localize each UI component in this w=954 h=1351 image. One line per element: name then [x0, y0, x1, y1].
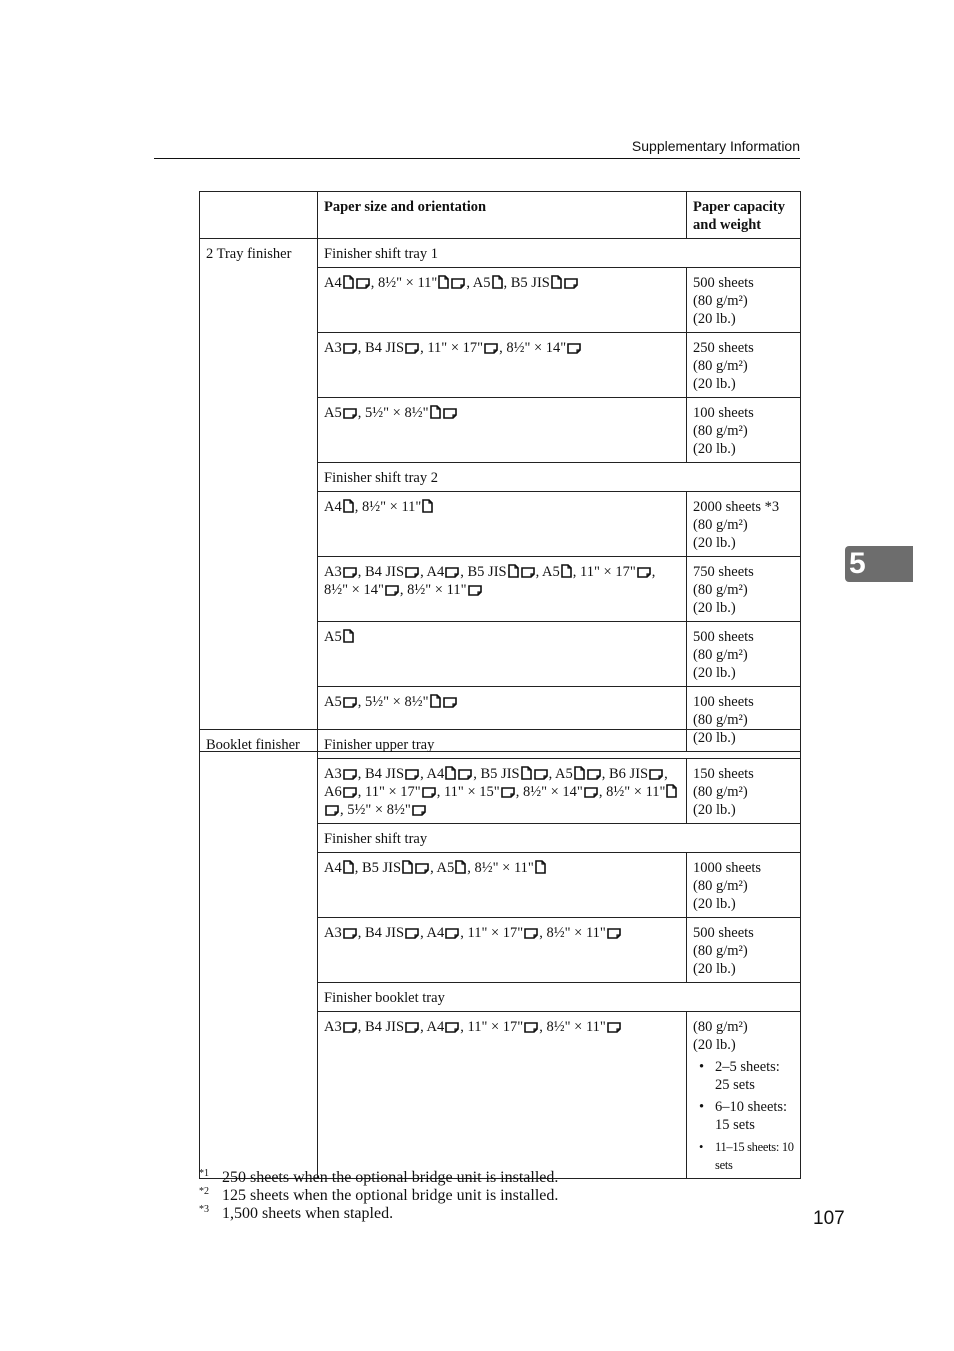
- section-title: Finisher shift tray 2: [318, 463, 801, 492]
- capacity-cell: [687, 1012, 801, 1179]
- header-blank: [200, 192, 318, 239]
- paper-sizes: A5 , 5½" × 8½": [318, 398, 687, 463]
- landscape-orientation-icon: [405, 567, 419, 578]
- portrait-orientation-icon: [343, 499, 354, 513]
- section-title: Finisher shift tray 1: [318, 239, 801, 268]
- weight-imperial: (20 lb.): [693, 376, 736, 392]
- capacity-value: 100 sheets: [693, 405, 754, 421]
- landscape-orientation-icon: [534, 769, 548, 780]
- paper-sizes: A3 , B4 JIS , A4 , 11" × 17" , 8½" × 11": [318, 918, 687, 983]
- portrait-orientation-icon: [430, 694, 441, 708]
- landscape-orientation-icon: [343, 697, 357, 708]
- paper-sizes: A4 , B5 JIS , A5 , 8½" × 11": [318, 853, 687, 918]
- landscape-orientation-icon: [405, 769, 419, 780]
- capacity-cell: [687, 918, 801, 983]
- footnote-text: 125 sheets when the optional bridge unit is installed.: [222, 1187, 559, 1204]
- weight-metric: (80 g/m²): [693, 712, 748, 728]
- portrait-orientation-icon: [455, 860, 466, 874]
- header-paper-size: Paper size and orientation: [318, 192, 687, 239]
- footnote: [199, 1205, 558, 1223]
- weight-imperial: (20 lb.): [693, 961, 736, 977]
- landscape-orientation-icon: [415, 863, 429, 874]
- portrait-orientation-icon: [445, 766, 456, 780]
- paper-sizes: A3 , B4 JIS , A4 , B5 JIS , A5 , 11" × 17" , 8½" × 14" , 8½" × 11": [318, 557, 687, 622]
- capacity-value: 1000 sheets: [693, 860, 762, 876]
- landscape-orientation-icon: [584, 787, 598, 798]
- paper-sizes: A5: [318, 622, 687, 687]
- capacity-value: 100 sheets: [693, 694, 754, 710]
- landscape-orientation-icon: [343, 567, 357, 578]
- landscape-orientation-icon: [445, 928, 459, 939]
- footnote: [199, 1187, 558, 1205]
- landscape-orientation-icon: [445, 1022, 459, 1033]
- portrait-orientation-icon: [343, 629, 354, 643]
- capacity-cell: [687, 557, 801, 622]
- capacity-cell: [687, 492, 801, 557]
- paper-sizes: A5 , 5½" × 8½": [318, 687, 687, 752]
- weight-metric: (80 g/m²): [693, 423, 748, 439]
- weight-imperial: (20 lb.): [693, 441, 736, 457]
- weight-metric: (80 g/m²): [693, 293, 748, 309]
- group-label-booklet: Booklet finisher: [200, 730, 318, 1179]
- portrait-orientation-icon: [521, 766, 532, 780]
- landscape-orientation-icon: [567, 343, 581, 354]
- table-row: [200, 730, 801, 759]
- weight-metric: (80 g/m²): [693, 358, 748, 374]
- landscape-orientation-icon: [325, 805, 339, 816]
- weight-imperial: (20 lb.): [693, 896, 736, 912]
- landscape-orientation-icon: [484, 343, 498, 354]
- weight-imperial: (20 lb.): [693, 535, 736, 551]
- landscape-orientation-icon: [412, 805, 426, 816]
- capacity-cell: [687, 622, 801, 687]
- header-rule: [154, 158, 800, 159]
- landscape-orientation-icon: [649, 769, 663, 780]
- capacity-value: 500 sheets: [693, 275, 754, 291]
- section-title: Finisher upper tray: [318, 730, 801, 759]
- weight-metric: (80 g/m²): [693, 647, 748, 663]
- capacity-value: 500 sheets: [693, 925, 754, 941]
- header-capacity: Paper capacity and weight: [687, 192, 801, 239]
- footnote-text: 1,500 sheets when stapled.: [222, 1205, 394, 1222]
- weight-metric: (80 g/m²): [693, 582, 748, 598]
- footnote-mark: *1: [199, 1168, 209, 1179]
- capacity-value: 500 sheets: [693, 629, 754, 645]
- section-title: Finisher booklet tray: [318, 983, 801, 1012]
- footnote-mark: *2: [199, 1186, 209, 1197]
- paper-sizes: A3 , B4 JIS , A4 , B5 JIS , A5 , B6 JIS , A6 , 11" × 17" , 11" × 15" , 8½" × 14" , 8½" × 11", 5½" × 8½": [318, 759, 687, 824]
- portrait-orientation-icon: [422, 499, 433, 513]
- footnote-mark: *3: [199, 1204, 209, 1215]
- landscape-orientation-icon: [524, 1022, 538, 1033]
- chapter-tab: 5: [845, 546, 913, 582]
- weight-metric: (80 g/m²): [693, 943, 748, 959]
- portrait-orientation-icon: [343, 275, 354, 289]
- landscape-orientation-icon: [524, 928, 538, 939]
- landscape-orientation-icon: [458, 769, 472, 780]
- paper-sizes: A4 , 8½" × 11": [318, 492, 687, 557]
- landscape-orientation-icon: [405, 343, 419, 354]
- footnote: [199, 1169, 558, 1187]
- list-item: • 2–5 sheets: 25 sets: [693, 1058, 794, 1094]
- weight-imperial: (20 lb.): [693, 311, 736, 327]
- finisher-spec-table: [199, 191, 801, 752]
- capacity-value: 250 sheets: [693, 340, 754, 356]
- weight-metric: (80 g/m²): [693, 1019, 748, 1035]
- capacity-cell: [687, 759, 801, 824]
- portrait-orientation-icon: [492, 275, 503, 289]
- set-capacity-list: [693, 1058, 794, 1174]
- landscape-orientation-icon: [343, 928, 357, 939]
- landscape-orientation-icon: [637, 567, 651, 578]
- paper-sizes: A3 , B4 JIS , 11" × 17" , 8½" × 14": [318, 333, 687, 398]
- footnote-text: 250 sheets when the optional bridge unit is installed.: [222, 1169, 559, 1186]
- section-title: Finisher shift tray: [318, 824, 801, 853]
- landscape-orientation-icon: [587, 769, 601, 780]
- weight-imperial: (20 lb.): [693, 802, 736, 818]
- landscape-orientation-icon: [356, 278, 370, 289]
- portrait-orientation-icon: [508, 564, 519, 578]
- portrait-orientation-icon: [574, 766, 585, 780]
- group-label: 2 Tray finisher: [200, 239, 318, 752]
- capacity-cell: [687, 268, 801, 333]
- capacity-value: 750 sheets: [693, 564, 754, 580]
- landscape-orientation-icon: [343, 787, 357, 798]
- capacity-value: 150 sheets: [693, 766, 754, 782]
- landscape-orientation-icon: [443, 697, 457, 708]
- weight-imperial: (20 lb.): [693, 600, 736, 616]
- portrait-orientation-icon: [666, 784, 677, 798]
- list-item: • 11–15 sheets: 10 sets: [693, 1138, 794, 1174]
- portrait-orientation-icon: [438, 275, 449, 289]
- landscape-orientation-icon: [468, 585, 482, 596]
- portrait-orientation-icon: [430, 405, 441, 419]
- paper-sizes: A4 , 8½" × 11" , A5 , B5 JIS: [318, 268, 687, 333]
- landscape-orientation-icon: [607, 1022, 621, 1033]
- landscape-orientation-icon: [343, 1022, 357, 1033]
- running-header: Supplementary Information: [631, 138, 800, 154]
- portrait-orientation-icon: [343, 860, 354, 874]
- capacity-cell: [687, 853, 801, 918]
- portrait-orientation-icon: [535, 860, 546, 874]
- paper-sizes: A3 , B4 JIS , A4 , 11" × 17" , 8½" × 11": [318, 1012, 687, 1179]
- landscape-orientation-icon: [405, 928, 419, 939]
- landscape-orientation-icon: [343, 343, 357, 354]
- landscape-orientation-icon: [451, 278, 465, 289]
- weight-imperial: (20 lb.): [693, 665, 736, 681]
- booklet-finisher-table: [199, 729, 801, 1179]
- landscape-orientation-icon: [422, 787, 436, 798]
- landscape-orientation-icon: [343, 408, 357, 419]
- table-header-row: [200, 192, 801, 239]
- landscape-orientation-icon: [343, 769, 357, 780]
- capacity-cell: [687, 333, 801, 398]
- capacity-value: 2000 sheets *3: [693, 499, 780, 515]
- landscape-orientation-icon: [521, 567, 535, 578]
- list-item: • 6–10 sheets: 15 sets: [693, 1098, 794, 1134]
- portrait-orientation-icon: [561, 564, 572, 578]
- capacity-cell: [687, 398, 801, 463]
- table-row: [200, 239, 801, 268]
- portrait-orientation-icon: [551, 275, 562, 289]
- weight-metric: (80 g/m²): [693, 784, 748, 800]
- weight-metric: (80 g/m²): [693, 517, 748, 533]
- weight-imperial: (20 lb.): [693, 1037, 736, 1053]
- landscape-orientation-icon: [564, 278, 578, 289]
- weight-metric: (80 g/m²): [693, 878, 748, 894]
- landscape-orientation-icon: [607, 928, 621, 939]
- page-number: 107: [813, 1208, 845, 1229]
- landscape-orientation-icon: [445, 567, 459, 578]
- portrait-orientation-icon: [402, 860, 413, 874]
- weight-imperial: (20 lb.): [693, 730, 736, 746]
- landscape-orientation-icon: [405, 1022, 419, 1033]
- landscape-orientation-icon: [385, 585, 399, 596]
- landscape-orientation-icon: [501, 787, 515, 798]
- footnotes: [199, 1169, 558, 1223]
- landscape-orientation-icon: [443, 408, 457, 419]
